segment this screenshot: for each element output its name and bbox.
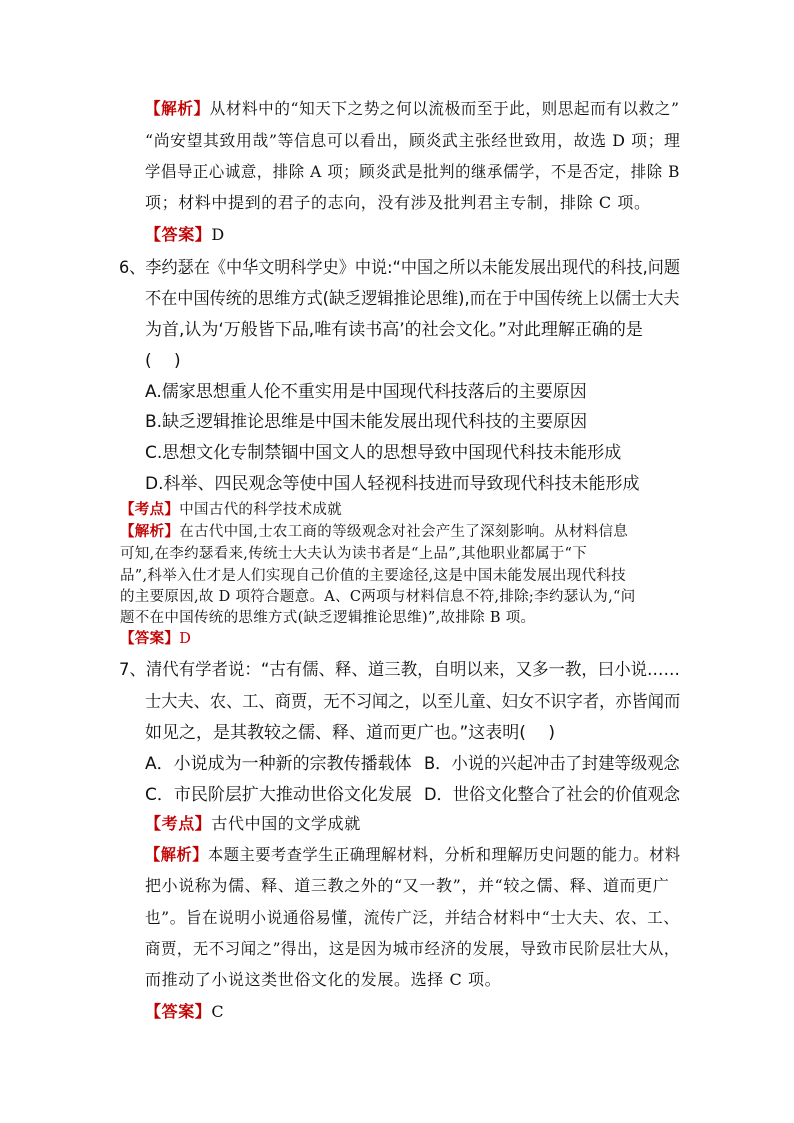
q7-analysis-tag: 【解析】 [145,845,209,864]
q6-stem-line-2: 不在中国传统的思维方式(缺乏逻辑推论思维),而在于中国传统上以儒士大夫 [145,289,680,309]
q7-kaodian-tag: 【考点】 [145,814,212,833]
q6-stem-line-3: 为首,认为‘万般皆下品,唯有读书高’的社会文化。”对此理解正确的是 [145,320,643,340]
q7-analysis-line-4: 商贾，无不习闻之”得出，这是因为城市经济的发展，导致市民阶层壮大从， [145,939,680,958]
q5-analysis-tag: 【解析】 [145,99,210,118]
q6-option-c: C.思想文化专制禁锢中国文人的思想导致中国现代科技未能形成 [145,443,622,463]
q6-option-b: B.缺乏逻辑推论思维是中国未能发展出现代科技的主要原因 [145,412,588,432]
q7-answer-value: C [211,1002,225,1021]
q7-option-b: B．小说的兴起冲击了封建等级观念 [424,754,680,774]
q6-analysis-line-5: 题不在中国传统的思维方式(缺乏逻辑推论思维)”,故排除 B 项。 [120,610,536,626]
q5-answer-tag: 【答案】 [145,225,212,244]
q6-option-d: D.科举、四民观念等使中国人轻视科技进而导致现代科技未能形成 [145,474,640,494]
q5-analysis-line-4: 项；材料中提到的君子的志向，没有涉及批判君主专制，排除 C 项。 [145,193,651,212]
q6-kaodian: 【考点】中国古代的科学技术成就 [120,501,343,518]
q6-analysis-line-4: 的主要原因,故 D 项符合题意。A、C两项与材料信息不符,排除;李约瑟认为,“问 [120,589,636,605]
q7-option-d: D．世俗文化整合了社会的价值观念 [424,785,681,805]
q5-answer-value: D [211,225,225,244]
q5-analysis-line-1: 【解析】从材料中的“知天下之势之何以流极而至于此，则思起而有以救之” [145,99,680,118]
q6-analysis-line-3: 品”,科举入仕才是人们实现自己价值的主要途径,这是中国未能发展出现代科技 [120,568,626,584]
q6-stem-line-1: 6、李约瑟在《中华文明科学史》中说:“中国之所以未能发展出现代的科技,问题 [119,258,680,278]
q7-analysis-line-3: 也”。旨在说明小说通俗易懂，流传广泛，并结合材料中“士大夫、农、工、 [145,908,680,927]
q6-kaodian-tag: 【考点】 [120,501,180,518]
q5-answer [145,222,225,245]
q6-analysis-tag: 【解析】 [120,523,180,540]
q7-stem-line-2: 士大夫、农、工、商贾，无不习闻之，以至儿童、妇女不识字者，亦皆闻而 [145,692,681,712]
q7-kaodian: 【考点】古代中国的文学成就 [145,814,361,833]
q6-analysis-line-1: 【解析】在古代中国,士农工商的等级观念对社会产生了深刻影响。从材料信息 [120,523,629,540]
q7-option-a: A．小说成为一种新的宗教传播载体 [145,754,412,774]
q7-analysis-line-5: 而推动了小说这类世俗文化的发展。选择 C 项。 [145,970,502,989]
q7-stem-line-1: 7、清代有学者说：“古有儒、释、道三教，自明以来，又多一教，曰小说…… [119,660,680,680]
q7-stem-line-3: 如见之，是其教较之儒、释、道而更广也。”这表明( ) [145,723,555,743]
q6-analysis-line-2: 可知,在李约瑟看来,传统士大夫认为读书者是“上品”,其他职业都属于“下 [120,546,588,562]
q6-answer [120,627,191,648]
q7-answer [145,999,224,1022]
q7-analysis-line-2: 把小说称为儒、释、道三教之外的“又一教”，并“较之儒、释、道而更广 [145,876,670,895]
q6-answer-tag: 【答案】 [120,630,180,647]
q6-stem-line-4: ( ) [145,351,181,371]
q7-option-c: C．市民阶层扩大推动世俗文化发展 [145,785,412,805]
q5-analysis-line-2: “尚安望其致用哉”等信息可以看出，顾炎武主张经世致用，故选 D 项；理 [145,131,681,150]
q7-analysis-line-1: 【解析】本题主要考查学生正确理解材料，分析和理解历史问题的能力。材料 [145,845,681,864]
q6-option-a: A.儒家思想重人伦不重实用是中国现代科技落后的主要原因 [145,382,587,402]
q7-answer-tag: 【答案】 [145,1002,212,1021]
q6-answer-value: D [179,631,192,647]
q5-analysis-line-3: 学倡导正心诚意，排除 A 项；顾炎武是批判的继承儒学，不是否定，排除 B [145,162,681,181]
